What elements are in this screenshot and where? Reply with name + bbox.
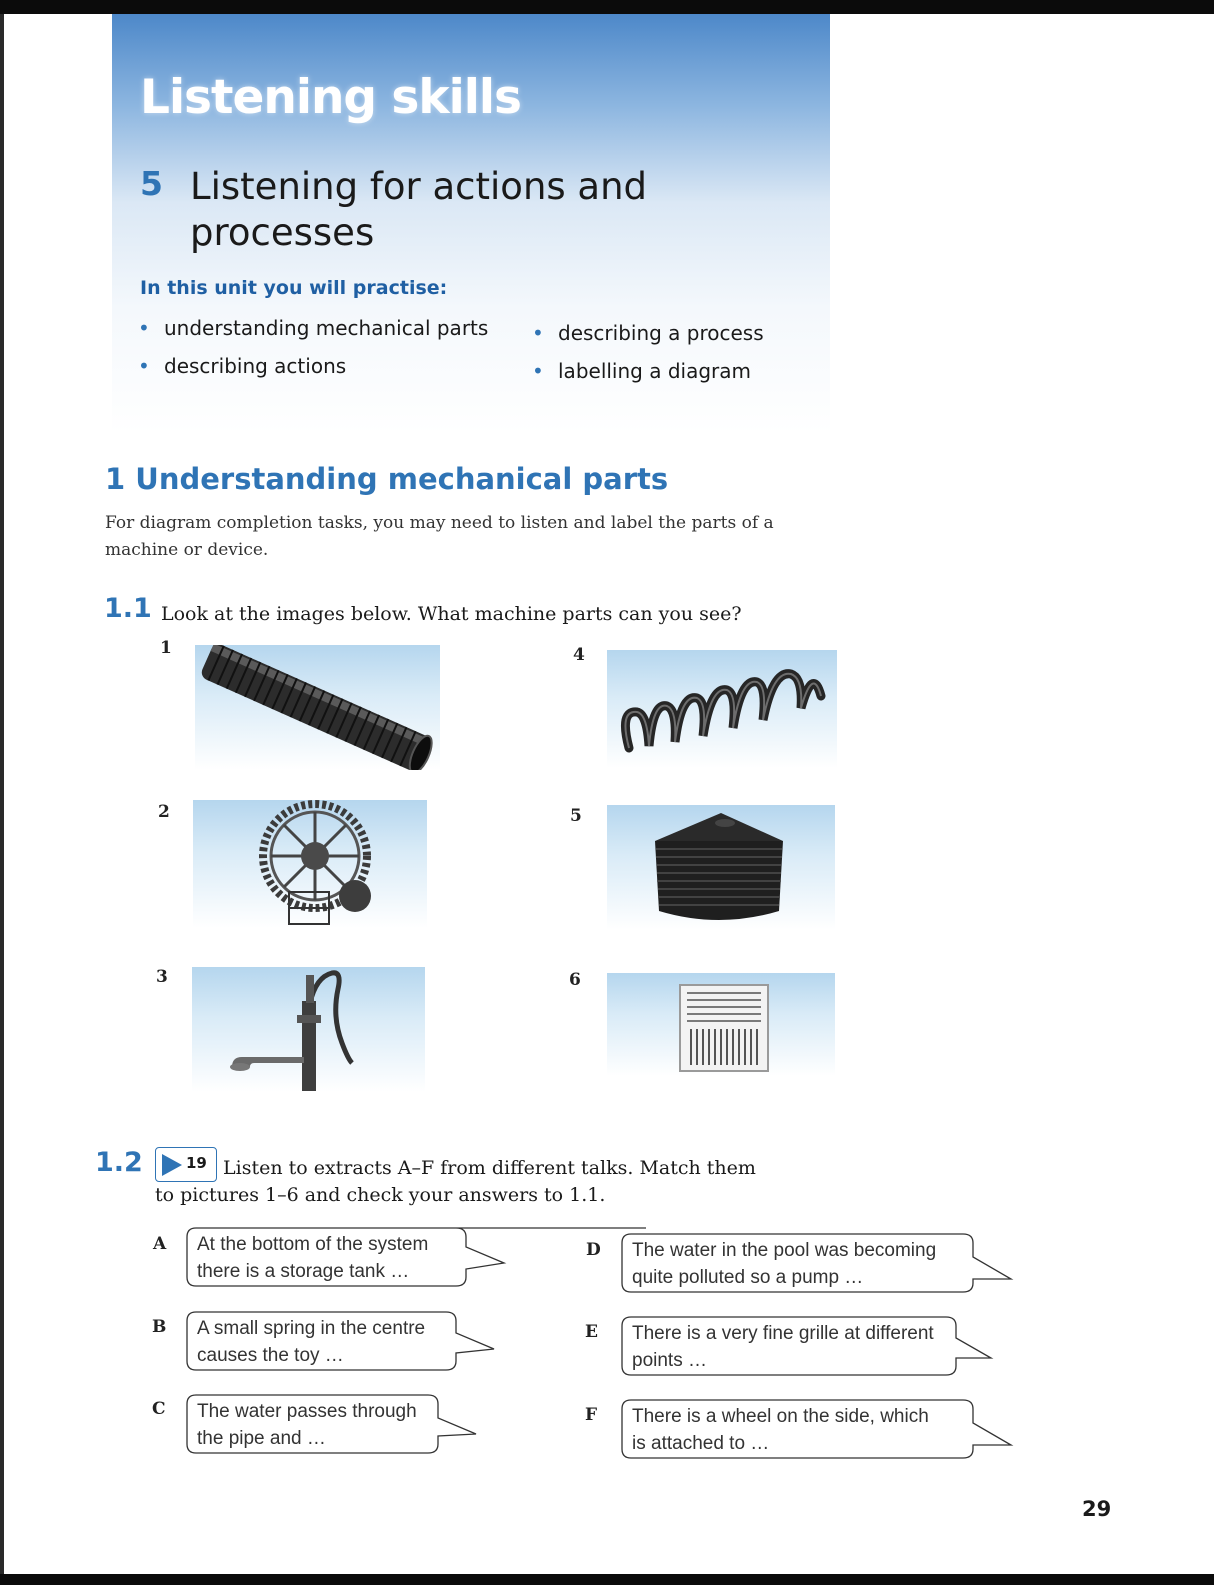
extract-text: The water in the pool was becoming quite polluted so a pump … bbox=[632, 1240, 937, 1288]
speech-bubble-f bbox=[621, 1399, 973, 1459]
extract-text: A small spring in the centre causes the toy … bbox=[197, 1318, 426, 1366]
speech-bubble-b bbox=[186, 1311, 456, 1371]
section-intro: For diagram completion tasks, you may need to listen and label the parts of a machine or device. bbox=[105, 513, 774, 560]
extract-text: There is a wheel on the side, which is attached to … bbox=[632, 1406, 929, 1454]
picture-pipe bbox=[195, 645, 440, 770]
scan-top-edge bbox=[0, 0, 1214, 14]
unit-number: 5 bbox=[140, 164, 163, 203]
practise-item: • describing a process bbox=[532, 321, 764, 359]
extract-letter: A bbox=[153, 1234, 167, 1254]
task-instruction-1-2-line1: Listen to extracts A–F from different talks. Match them bbox=[223, 1157, 756, 1179]
practise-item: • labelling a diagram bbox=[532, 359, 764, 397]
extract-letter: C bbox=[152, 1399, 166, 1419]
practise-list-left bbox=[138, 316, 488, 392]
picture-tank bbox=[607, 805, 835, 930]
corrugated-pipe-icon bbox=[195, 645, 440, 770]
section-title: 1 Understanding mechanical parts bbox=[105, 462, 669, 496]
audio-track-button[interactable] bbox=[155, 1147, 217, 1182]
practise-heading: In this unit you will practise: bbox=[140, 277, 448, 299]
coil-spring-icon bbox=[607, 650, 837, 768]
hand-pump-icon bbox=[192, 967, 425, 1092]
extract-letter: D bbox=[586, 1240, 601, 1260]
play-icon bbox=[162, 1154, 182, 1176]
practise-list-right bbox=[532, 321, 764, 397]
storage-tank-icon bbox=[607, 805, 835, 930]
section-label: Listening skills bbox=[140, 70, 521, 125]
picture-wheel bbox=[193, 800, 427, 928]
speech-bubble-c bbox=[186, 1394, 438, 1454]
extract-letter: F bbox=[585, 1405, 598, 1425]
picture-number: 6 bbox=[569, 970, 581, 990]
picture-number: 5 bbox=[570, 806, 582, 826]
audio-track-number: 19 bbox=[186, 1154, 207, 1172]
extract-text: At the bottom of the system there is a storage tank … bbox=[197, 1234, 429, 1282]
picture-number: 4 bbox=[573, 645, 585, 665]
picture-number: 3 bbox=[156, 967, 168, 987]
cog-wheel-icon bbox=[193, 800, 427, 928]
extract-text: The water passes through the pipe and … bbox=[197, 1401, 417, 1449]
picture-spring bbox=[607, 650, 837, 768]
task-instruction-1-1: Look at the images below. What machine parts can you see? bbox=[161, 603, 742, 625]
picture-number: 2 bbox=[158, 802, 170, 822]
task-instruction-1-2-line2: to pictures 1–6 and check your answers to 1.1. bbox=[155, 1184, 606, 1206]
picture-pump bbox=[192, 967, 425, 1092]
speech-bubble-a bbox=[186, 1227, 466, 1287]
vent-grille-icon bbox=[607, 973, 835, 1076]
task-number-1-1: 1.1 bbox=[104, 593, 152, 624]
scan-left-edge bbox=[0, 14, 4, 1574]
practise-item: • understanding mechanical parts bbox=[138, 316, 488, 354]
practise-item: • describing actions bbox=[138, 354, 488, 392]
extract-letter: B bbox=[152, 1317, 167, 1337]
picture-number: 1 bbox=[160, 638, 172, 658]
task-number-1-2: 1.2 bbox=[95, 1147, 143, 1178]
speech-bubble-e bbox=[621, 1316, 956, 1376]
scan-bottom-edge bbox=[0, 1574, 1214, 1585]
extract-text: There is a very fine grille at different points … bbox=[632, 1323, 934, 1371]
picture-grille bbox=[607, 973, 835, 1076]
extract-letter: E bbox=[585, 1322, 598, 1342]
speech-bubble-d bbox=[621, 1233, 973, 1293]
unit-title: Listening for actions and processes bbox=[190, 165, 648, 254]
page-number: 29 bbox=[1082, 1497, 1112, 1521]
